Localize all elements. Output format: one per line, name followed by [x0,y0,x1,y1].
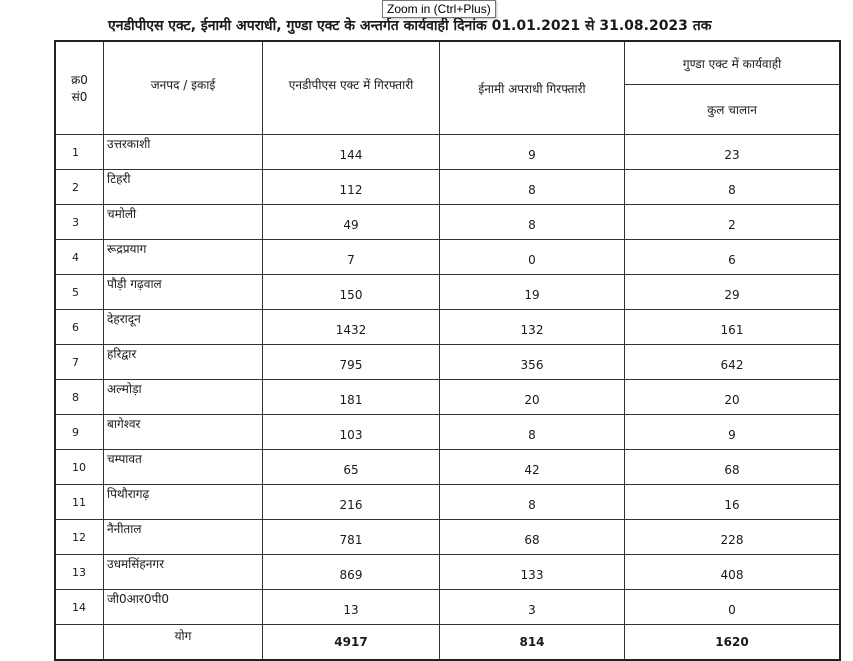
row-inami: 133 [440,555,625,590]
row-district: उत्तरकाशी [104,135,263,170]
header-gunda: गुण्डा एक्ट में कार्यवाही [625,41,841,85]
row-district: देहरादून [104,310,263,345]
row-serial: 10 [55,450,104,485]
row-ndps: 49 [263,205,440,240]
row-district: टिहरी [104,170,263,205]
row-gunda: 2 [625,205,841,240]
row-ndps: 112 [263,170,440,205]
row-district: बागेश्वर [104,415,263,450]
total-blank-cell [55,625,104,661]
table-row [55,415,840,450]
row-inami: 356 [440,345,625,380]
header-serial-line2: सं0 [71,90,88,104]
row-gunda: 20 [625,380,841,415]
zoom-tooltip: Zoom in (Ctrl+Plus) [382,0,496,18]
row-serial: 3 [55,205,104,240]
row-ndps: 781 [263,520,440,555]
row-district: हरिद्वार [104,345,263,380]
row-serial: 13 [55,555,104,590]
row-gunda: 23 [625,135,841,170]
table-row [55,310,840,345]
row-gunda: 29 [625,275,841,310]
header-ndps: एनडीपीएस एक्ट में गिरफ्तारी [263,41,440,135]
row-ndps: 13 [263,590,440,625]
row-inami: 20 [440,380,625,415]
table-row [55,275,840,310]
table-body [55,135,840,625]
row-serial: 8 [55,380,104,415]
row-gunda: 161 [625,310,841,345]
row-serial: 2 [55,170,104,205]
row-ndps: 869 [263,555,440,590]
row-district: उधमसिंहनगर [104,555,263,590]
row-gunda: 0 [625,590,841,625]
row-gunda: 16 [625,485,841,520]
row-gunda: 642 [625,345,841,380]
row-ndps: 1432 [263,310,440,345]
row-district: जी0आर0पी0 [104,590,263,625]
row-inami: 8 [440,170,625,205]
table-row [55,485,840,520]
document-title: एनडीपीएस एक्ट, ईनामी अपराधी, गुण्डा एक्ट के अन्तर्गत कार्यवाही दिनांक 01.01.2021 से 31.08.2023 तक [108,18,712,34]
table-row [55,520,840,555]
row-ndps: 795 [263,345,440,380]
total-row [55,625,840,661]
row-ndps: 65 [263,450,440,485]
row-gunda: 9 [625,415,841,450]
row-gunda: 6 [625,240,841,275]
row-district: रूद्रप्रयाग [104,240,263,275]
table-row [55,450,840,485]
row-inami: 0 [440,240,625,275]
row-serial: 1 [55,135,104,170]
total-label: योग [104,625,263,661]
data-table [54,40,841,661]
row-district: पौड़ी गढ़वाल [104,275,263,310]
table-row [55,590,840,625]
total-inami: 814 [440,625,625,661]
row-ndps: 181 [263,380,440,415]
header-serial-line1: क्र0 [71,73,88,87]
row-inami: 19 [440,275,625,310]
row-ndps: 103 [263,415,440,450]
row-gunda: 68 [625,450,841,485]
row-serial: 7 [55,345,104,380]
row-district: नैनीताल [104,520,263,555]
row-inami: 132 [440,310,625,345]
row-inami: 8 [440,485,625,520]
row-serial: 11 [55,485,104,520]
row-inami: 8 [440,205,625,240]
row-serial: 9 [55,415,104,450]
table-row [55,170,840,205]
row-gunda: 228 [625,520,841,555]
row-serial: 6 [55,310,104,345]
row-inami: 3 [440,590,625,625]
table-row [55,205,840,240]
row-ndps: 7 [263,240,440,275]
row-ndps: 216 [263,485,440,520]
row-serial: 14 [55,590,104,625]
row-serial: 4 [55,240,104,275]
table-row [55,380,840,415]
row-ndps: 150 [263,275,440,310]
header-district: जनपद / इकाई [104,41,263,135]
total-gunda: 1620 [625,625,841,661]
total-ndps: 4917 [263,625,440,661]
row-serial: 12 [55,520,104,555]
table-row [55,345,840,380]
header-inami: ईनामी अपराधी गिरफ्तारी [440,41,625,135]
table-row [55,135,840,170]
header-serial [55,41,104,135]
header-gunda-sub: कुल चालान [625,85,841,135]
table-row [55,555,840,590]
row-district: चमोली [104,205,263,240]
row-ndps: 144 [263,135,440,170]
row-district: चम्पावत [104,450,263,485]
row-inami: 68 [440,520,625,555]
row-serial: 5 [55,275,104,310]
row-gunda: 8 [625,170,841,205]
row-district: अल्मोड़ा [104,380,263,415]
row-gunda: 408 [625,555,841,590]
row-district: पिथौरागढ़ [104,485,263,520]
row-inami: 42 [440,450,625,485]
table-row [55,240,840,275]
row-inami: 9 [440,135,625,170]
row-inami: 8 [440,415,625,450]
